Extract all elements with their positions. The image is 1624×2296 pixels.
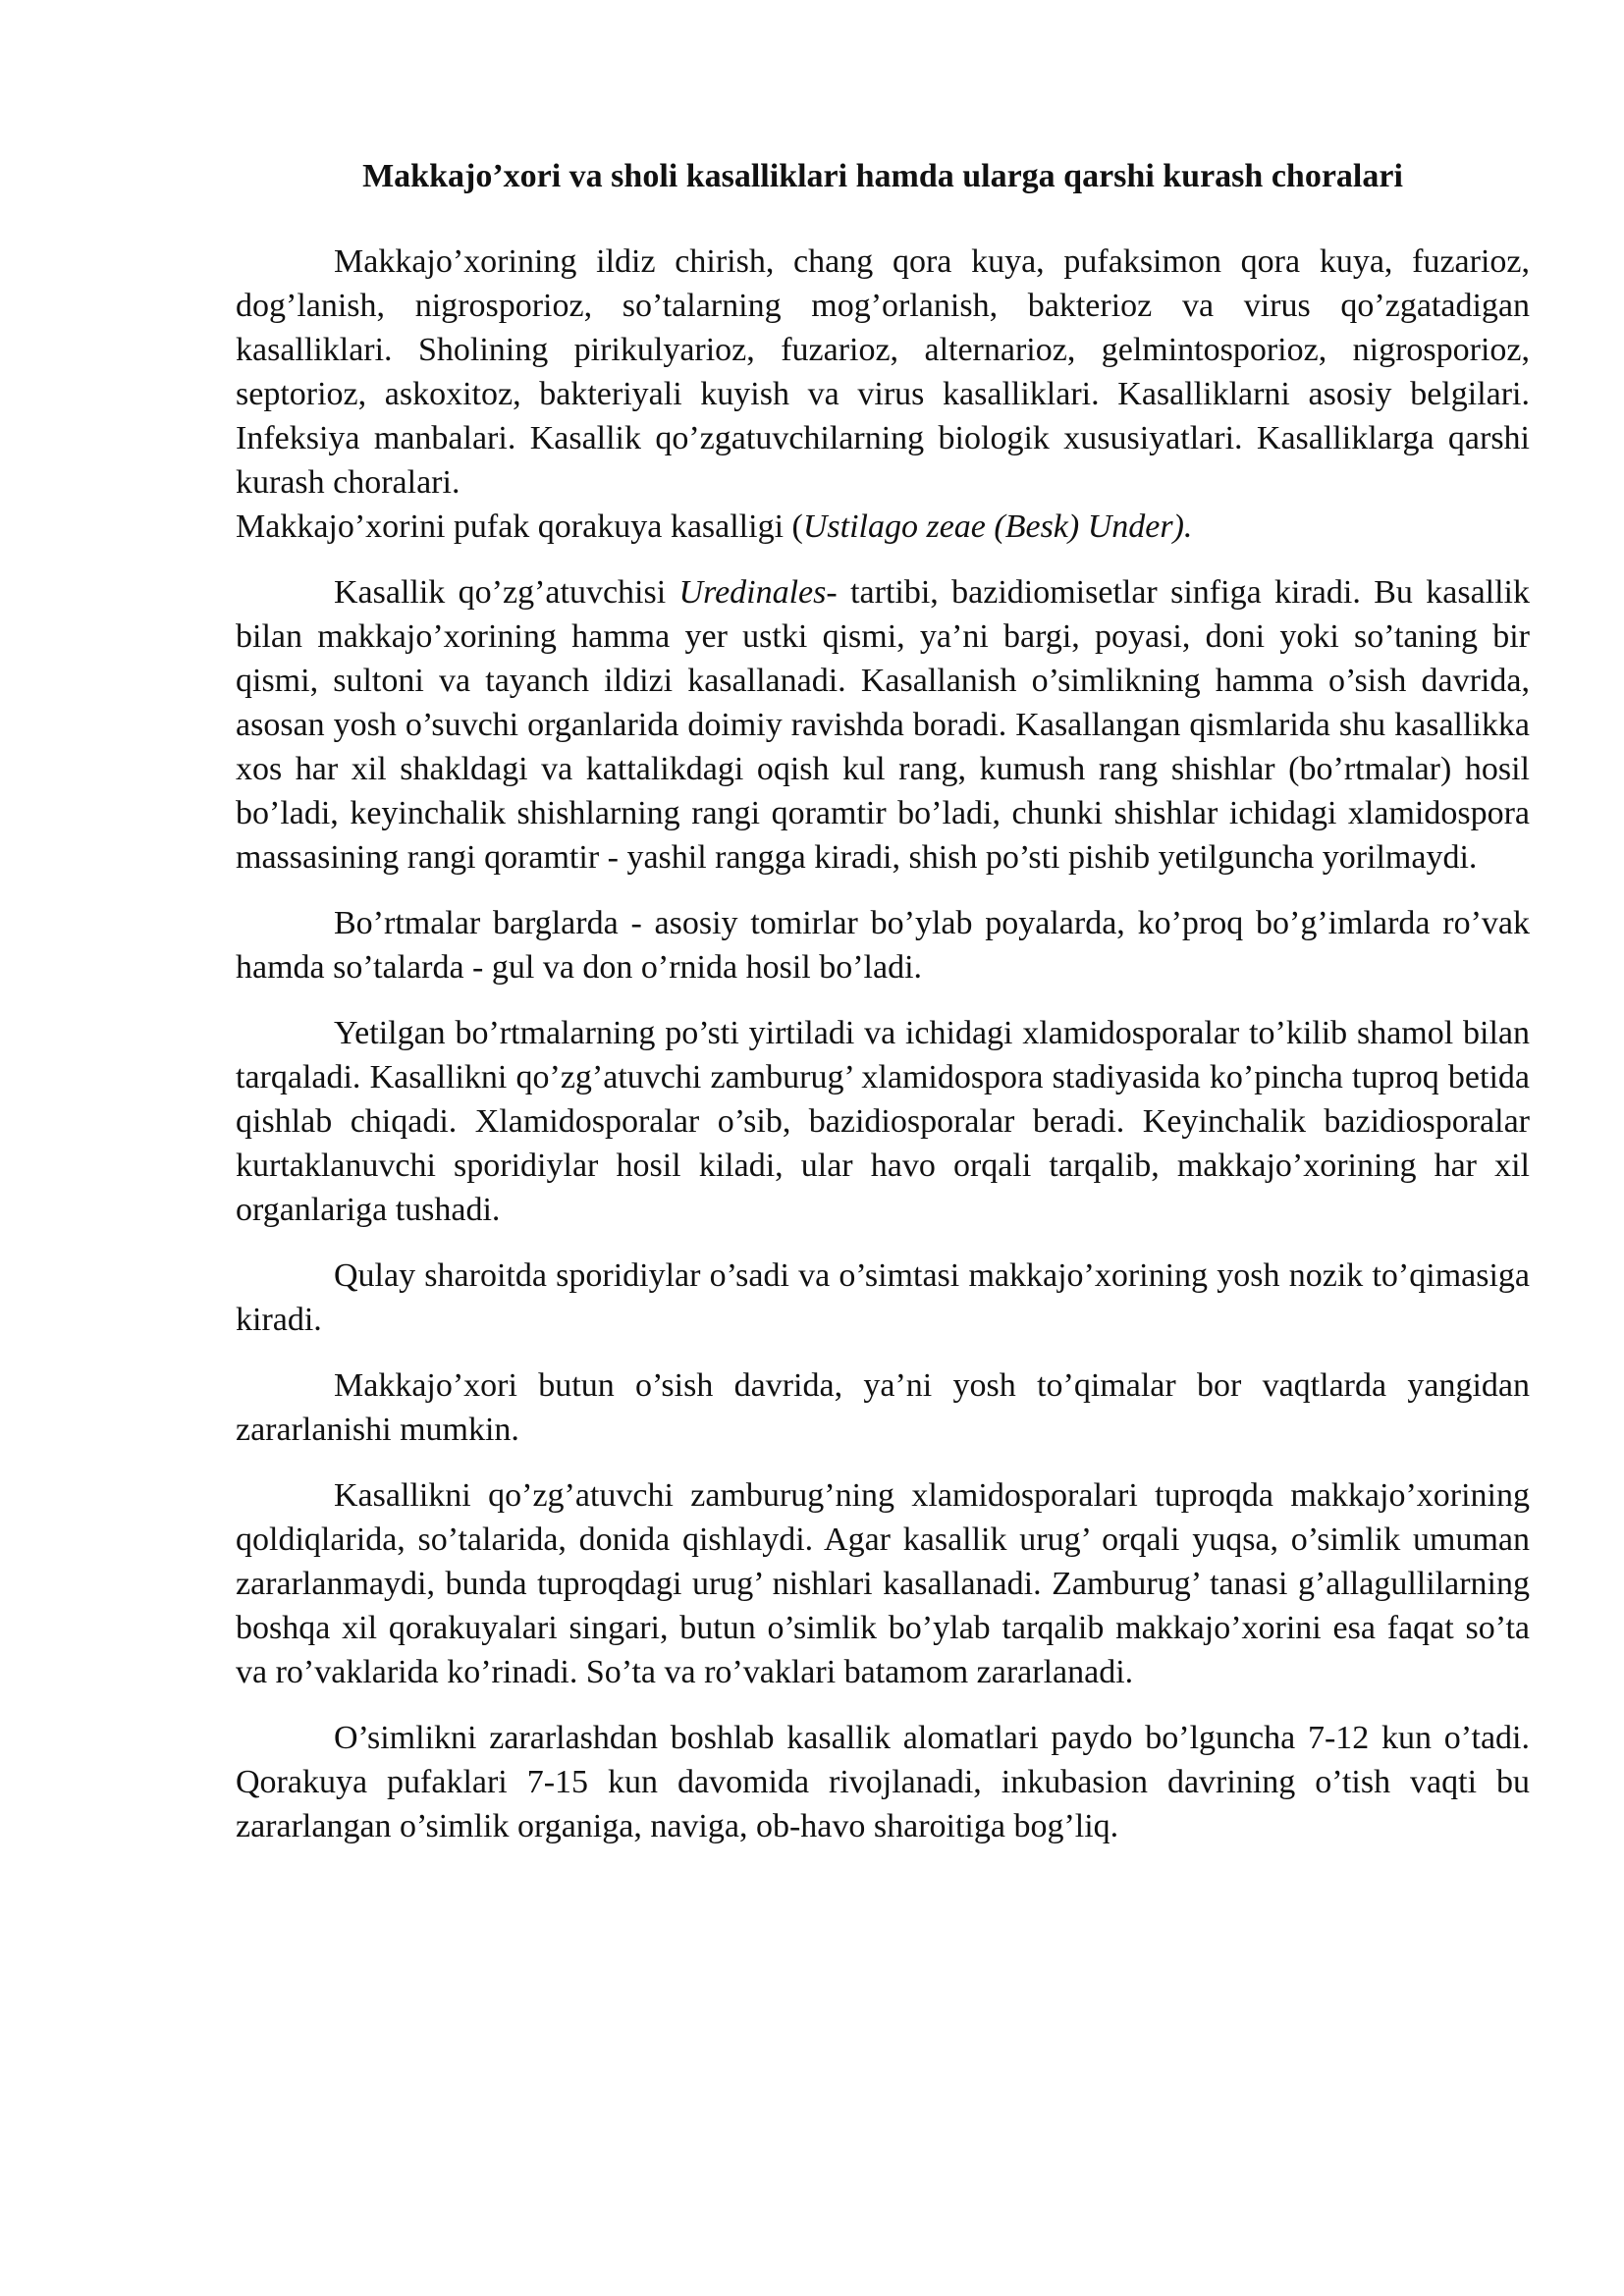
subheading-latin-name: Ustilago zeae (Besk) Under). <box>802 508 1193 546</box>
paragraph-1-latin-name: Uredinales <box>678 574 827 612</box>
subheading-paragraph <box>236 505 1530 549</box>
paragraph-4: Qulay sharoitda sporidiylar o’sadi va o’simtasi makkajo’xorining yosh nozik to’qimasiga kiradi. <box>236 1257 1530 1339</box>
paragraph-1-text: - tartibi, bazidiomisetlar sinfiga kiradi. Bu kasallik bilan makkajo’xorining hamma yer ustki qismi, ya’ni bargi, poyasi, doni yoki so’taning bir qismi, sultoni va tayanch ildizi kasallanadi. Kasallanish o’simlikning hamma o’sish davrida, asosan yosh o’suvchi organlarida doimiy ravishda boradi. Kasallangan qismlarida shu kasallikka xos har xil shakldagi va kattalikdagi oqish kul rang, kumush rang shishlar (bo’rtmalar) hosil bo’ladi, keyinchalik shishlarning rangi qoramtir bo’ladi, chunki shishlar ichidagi xlamidospora massasining rangi qoramtir - yashil rangga kiradi, shish po’sti pishib yetilguncha yorilmaydi. <box>236 574 1531 877</box>
paragraph-1-prefix: Kasallik qo’zg’atuvchisi <box>334 574 679 612</box>
document-title: Makkajo’xori va sholi kasalliklari hamda ularga qarshi kurash choralari <box>362 158 1403 194</box>
paragraph-6: Kasallikni qo’zg’atuvchi zamburug’ning xlamidosporalari tuproqda makkajo’xorining qoldiqlarida, so’talarida, donida qishlaydi. Agar kasallik urug’ orqali yuqsa, o’simlik umuman zararlanmaydi, bunda tuproqdagi urug’ nishlari kasallanadi. Zamburug’ tanasi g’allagullilarning boshqa xil qorakuyalari singari, butun o’simlik bo’ylab tarqalib makkajo’xorini esa faqat so’ta va ro’vaklarida ko’rinadi. So’ta va ro’vaklari batamom zararlanadi. <box>236 1477 1530 1691</box>
intro-paragraph: Makkajo’xorining ildiz chirish, chang qora kuya, pufaksimon qora kuya, fuzarioz, dog’lanish, nigrosporioz, so’talarning mog’orlanish, bakterioz va virus qo’zgatadigan kasalliklari. Sholining pirikulyarioz, fuzarioz, alternarioz, gelmintosporioz, nigrosporioz, septorioz, askoxitoz, bakteriyali kuyish va virus kasalliklari. Kasalliklarni asosiy belgilari. Infeksiya manbalari. Kasallik qo’zgatuvchilarning biologik xususiyatlari. Kasalliklarga qarshi kurash choralari. <box>236 243 1530 502</box>
paragraph-2: Bo’rtmalar barglarda - asosiy tomirlar bo’ylab poyalarda, ko’proq bo’g’imlarda ro’vak hamda so’talarda - gul va don o’rnida hosil bo’ladi. <box>236 905 1530 987</box>
subheading-text: Makkajo’xorini pufak qorakuya kasalligi ( <box>236 508 803 546</box>
paragraph-1 <box>236 570 1530 880</box>
paragraph-3: Yetilgan bo’rtmalarning po’sti yirtiladi va ichidagi xlamidosporalar to’kilib shamol bilan tarqaladi. Kasallikni qo’zg’atuvchi zamburug’ xlamidospora stadiyasida ko’pincha tuproq betida qishlab chiqadi. Xlamidosporalar o’sib, bazidiosporalar beradi. Keyinchalik bazidiosporalar kurtaklanuvchi sporidiylar hosil kiladi, ular havo orqali tarqalib, makkajo’xorining har xil organlariga tushadi. <box>236 1015 1530 1229</box>
paragraph-7: O’simlikni zararlashdan boshlab kasallik alomatlari paydo bo’lguncha 7-12 kun o’tadi. Qorakuya pufaklari 7-15 kun davomida rivojlanadi, inkubasion davrining o’tish vaqti bu zararlangan o’simlik organiga, naviga, ob-havo sharoitiga bog’liq. <box>236 1720 1530 1845</box>
paragraph-5: Makkajo’xori butun o’sish davrida, ya’ni yosh to’qimalar bor vaqtlarda yangidan zararlanishi mumkin. <box>236 1367 1530 1449</box>
